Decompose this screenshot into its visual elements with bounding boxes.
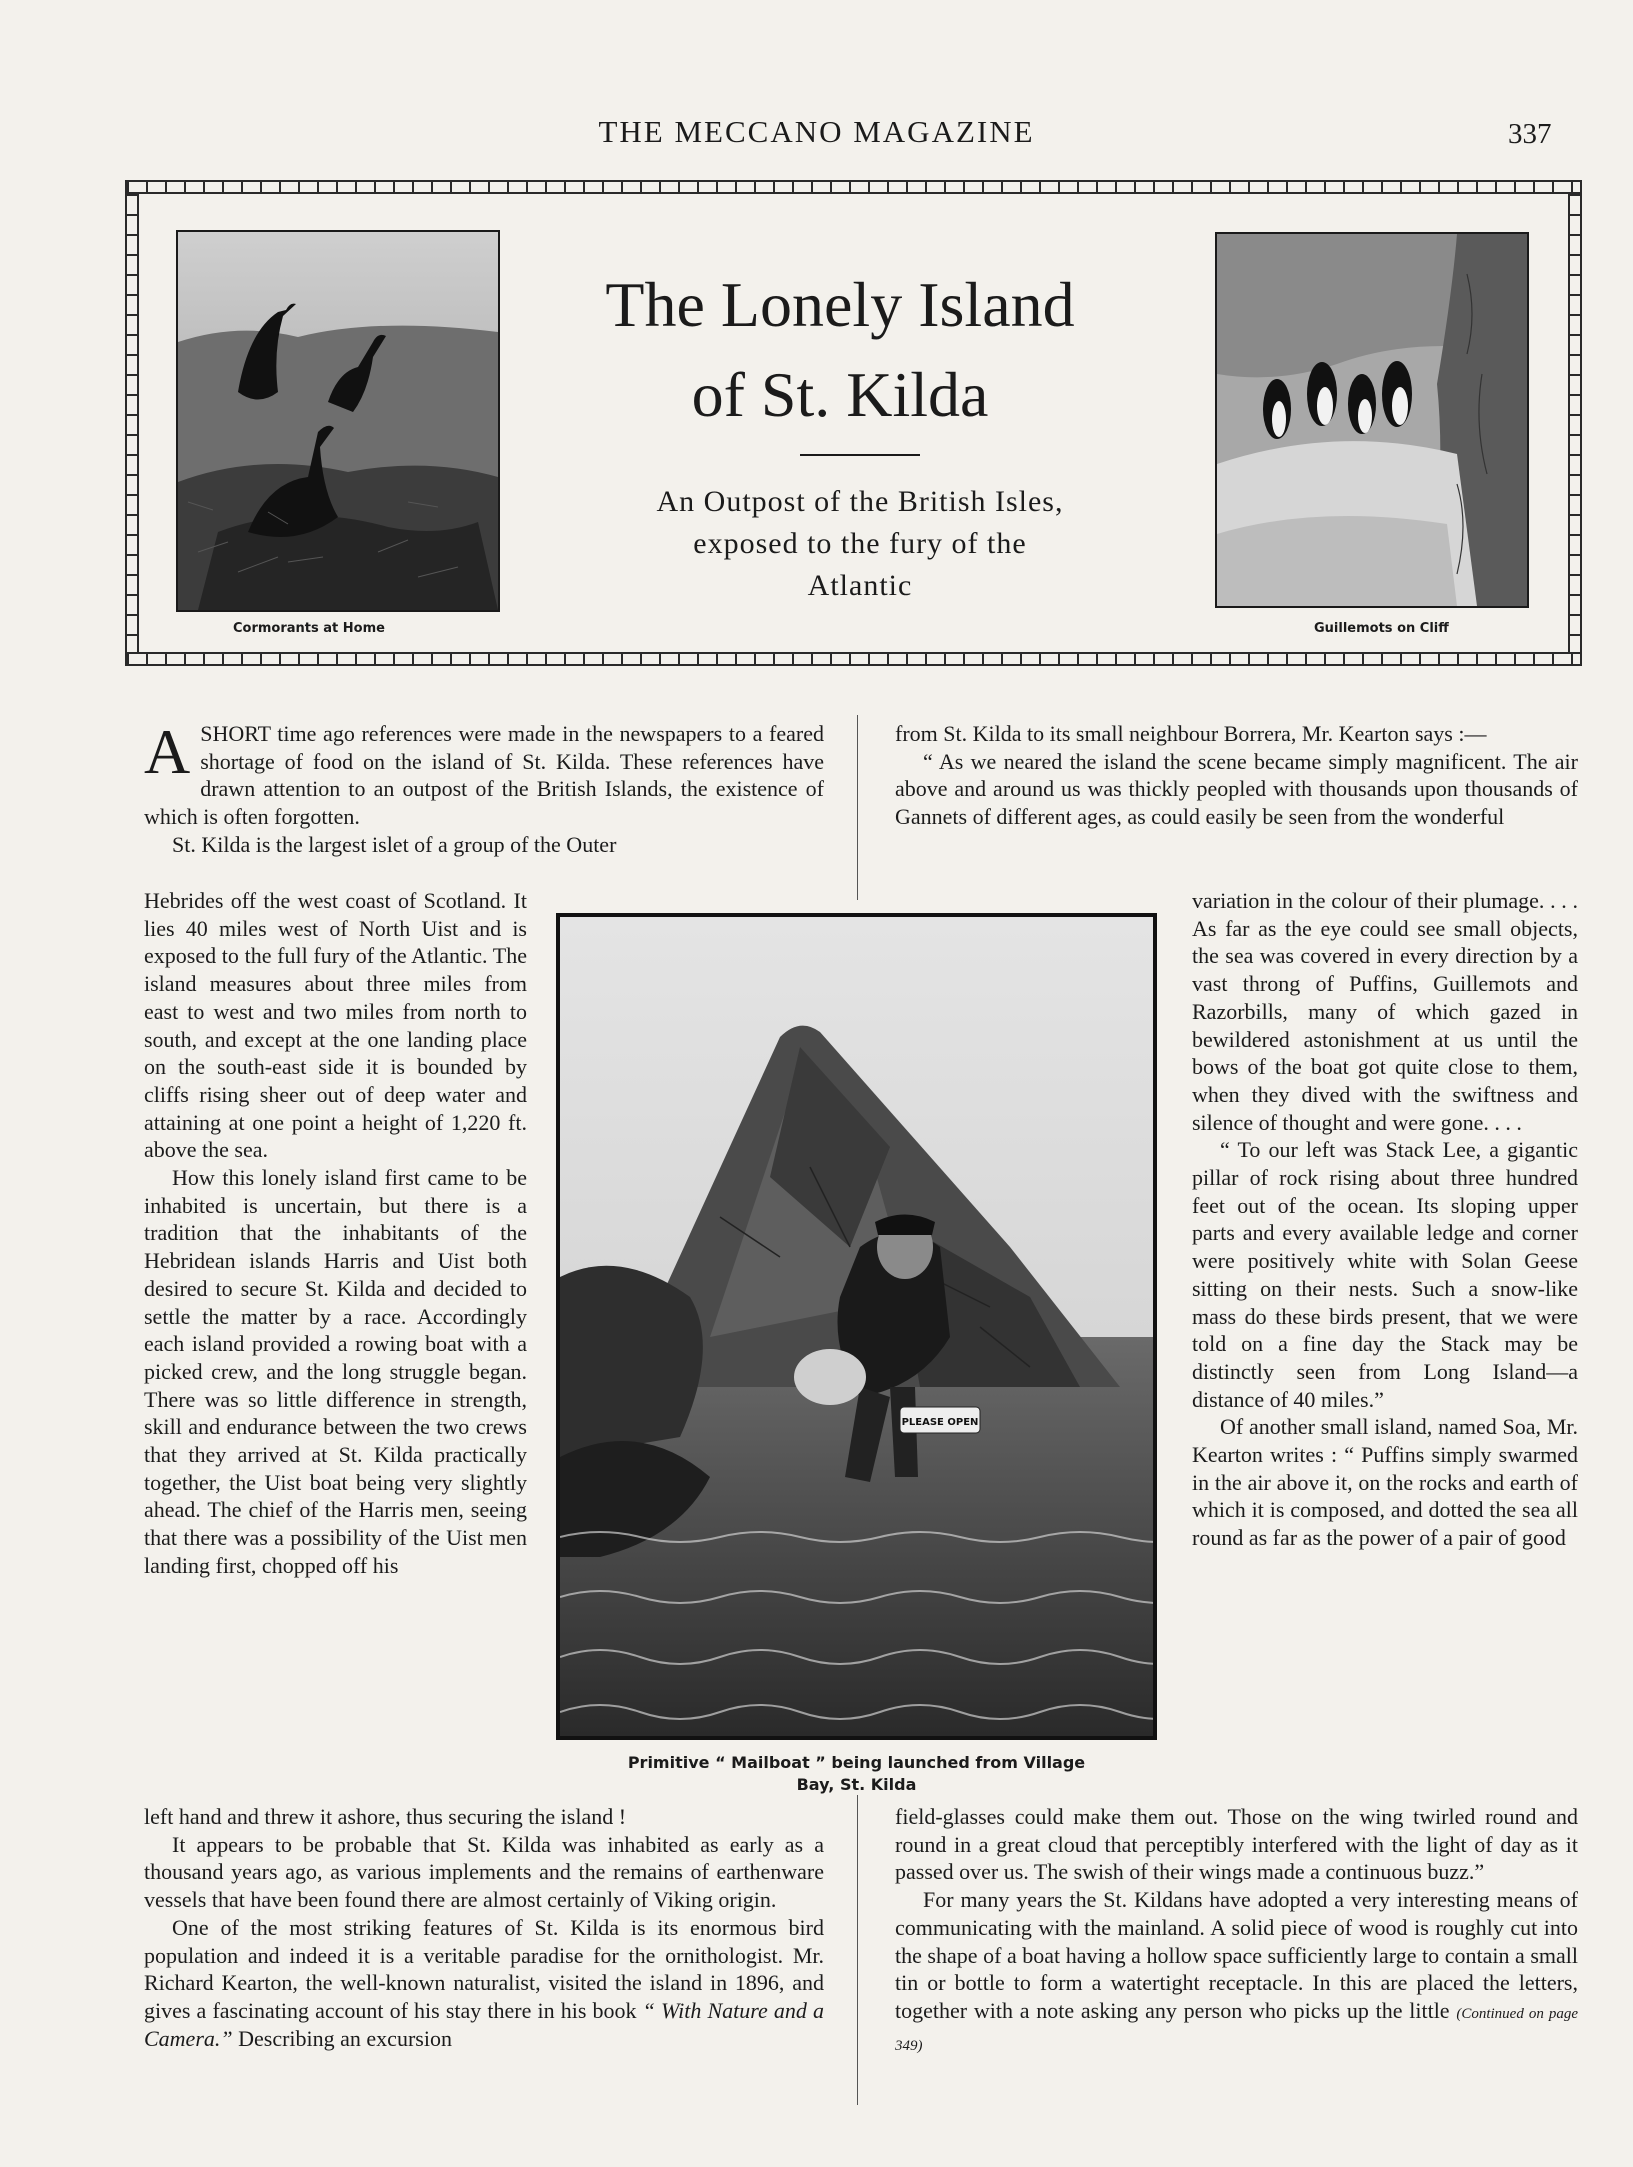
subtitle-line-3: Atlantic — [807, 569, 913, 602]
paragraph-1: SHORT time ago references were made in the newspapers to a feared shortage of food on the island of St. Kilda. These references have drawn attention to an outpost of the British Islands, the existence of which is often forgotten. — [144, 721, 824, 830]
right-narrow-column — [1192, 887, 1578, 1552]
illustration-caption-line-1: Primitive “ Mailboat ” being launched from Village — [627, 1753, 1086, 1772]
title-divider — [800, 454, 920, 456]
column-rule-bottom — [857, 1795, 858, 2105]
right-top-column — [895, 720, 1578, 831]
magazine-header: THE MECCANO MAGAZINE — [598, 114, 1035, 149]
right-paragraph-4-cont: field-glasses could make them out. Those on the wing twirled round and round in a great cloud that perceptibly interfered with the light of day as it passed over us. The swish of their wings made a continuous buzz.” — [895, 1804, 1578, 1885]
right-paragraph-3: “ To our left was Stack Lee, a gigantic pillar of rock rising about three hundred feet out of the ocean. Its sloping upper parts and every available ledge and corner were positively white with Solan Geese sitting on their nests. Such a snow-like mass do these birds present, that we were told on a fine day the Stack may be distinctly seen from Long Island—a distance of 40 miles.” — [1192, 1137, 1578, 1412]
intro-block — [144, 716, 824, 859]
guillemots-photo — [1215, 232, 1529, 608]
left-bottom-column — [144, 1803, 824, 2052]
mailboat-tag: PLEASE OPEN — [901, 1417, 979, 1428]
right-paragraph-4: Of another small island, named Soa, Mr. Kearton writes : “ Puffins simply swarmed in the air above it, on the rocks and earth of which it is composed, and dotted the sea all round as far as the power of a pair of good — [1192, 1414, 1578, 1551]
paragraph-5-text: One of the most striking features of St. Kilda is its enormous bird population and indeed it is a veritable paradise for the ornithologist. Mr. Richard Kearton, the well-known naturalist, visited the island in 1896, and gives a fascinating account of his stay there in his book — [144, 1914, 824, 2023]
paragraph-2-start: St. Kilda is the largest islet of a group of the Outer — [172, 831, 617, 857]
title-line-2: of St. Kilda — [691, 359, 989, 430]
right-paragraph-5-text: For many years the St. Kildans have adopted a very interesting means of communicating with the mainland. A solid piece of wood is roughly cut into the shape of a boat having a hollow space sufficiently large to contain a small tin or bottle to form a watertight receptacle. In this are placed the letters, together with a note asking any person who picks up the little — [895, 1887, 1578, 2023]
illustration-caption-line-2: Bay, St. Kilda — [796, 1775, 917, 1794]
mailboat-illustration — [556, 913, 1157, 1740]
paragraph-4: It appears to be probable that St. Kilda was inhabited as early as a thousand years ago, as various implements and the remains of earthenware vessels that have been found there are almost certainly of Viking origin. — [144, 1831, 824, 1913]
right-paragraph-2-cont: variation in the colour of their plumage. . . . As far as the eye could see small objects, the sea was covered in every direction by a vast throng of Puffins, Guillemots and Razorbills, many of which gazed in bewildered astonishment at us until the bows of the boat got quite close to them, when they dived with the swiftness and silence of thought and were gone. . . . — [1192, 888, 1578, 1135]
left-photo-caption: Cormorants at Home — [233, 621, 385, 636]
paragraph-2-cont: Hebrides off the west coast of Scotland. It lies 40 miles west of North Uist and is exposed to the full fury of the Atlantic. The island measures about three miles from east to west and two miles from north to south, and except at the one landing place on the south-east side it is bounded by cliffs rising sheer out of deep water and attaining at one point a height of 1,220 ft. above the sea. — [144, 888, 527, 1163]
right-paragraph-2: “ As we neared the island the scene became simply magnificent. The air above and around us was thickly peopled with thousands upon thousands of Gannets of different ages, as could easily be seen from the wonderful — [895, 748, 1578, 830]
right-paragraph-5 — [895, 1886, 1578, 2060]
frame-border-top — [125, 180, 1582, 194]
illustration-caption — [556, 1752, 1157, 1796]
book-title: “ With Nature and a Camera.” — [144, 1997, 825, 2051]
right-photo-caption: Guillemots on Cliff — [1314, 621, 1449, 636]
continued-note: (Continued on page 349) — [895, 2005, 1579, 2054]
frame-border-bottom — [125, 652, 1582, 666]
column-rule-top — [857, 715, 858, 900]
right-bottom-column — [895, 1803, 1578, 2060]
title-line-1: The Lonely Island — [605, 269, 1075, 340]
paragraph-3: How this lonely island first came to be inhabited is uncertain, but there is a tradition that the inhabitants of the Hebridean islands Harris and Uist both desired to secure St. Kilda and decided to settle the matter by a race. Accordingly each island provided a rowing boat with a picked crew, and the long struggle began. There was so little difference in strength, skill and endurance between the two crews that they arrived at St. Kilda practically together, the Uist boat being very slightly ahead. The chief of the Harris men, seeing that there was a possibility of the Uist men landing first, chopped off his — [144, 1165, 527, 1578]
article-subtitle — [600, 481, 1120, 607]
right-paragraph-1: from St. Kilda to its small neighbour Borrera, Mr. Kearton says :— — [895, 721, 1487, 746]
subtitle-line-2: exposed to the fury of the — [693, 527, 1027, 560]
frame-border-left — [125, 194, 139, 652]
article-title — [520, 260, 1160, 440]
cormorants-photo — [176, 230, 500, 612]
page-number: 337 — [1508, 118, 1552, 150]
paragraph-5-tail: Describing an excursion — [232, 2025, 452, 2051]
paragraph-5 — [144, 1914, 824, 2053]
subtitle-line-1: An Outpost of the British Isles, — [656, 485, 1064, 518]
drop-cap: A — [144, 716, 191, 787]
frame-border-right — [1568, 194, 1582, 652]
left-narrow-column — [144, 887, 527, 1580]
paragraph-3-end: left hand and threw it ashore, thus securing the island ! — [144, 1804, 627, 1829]
